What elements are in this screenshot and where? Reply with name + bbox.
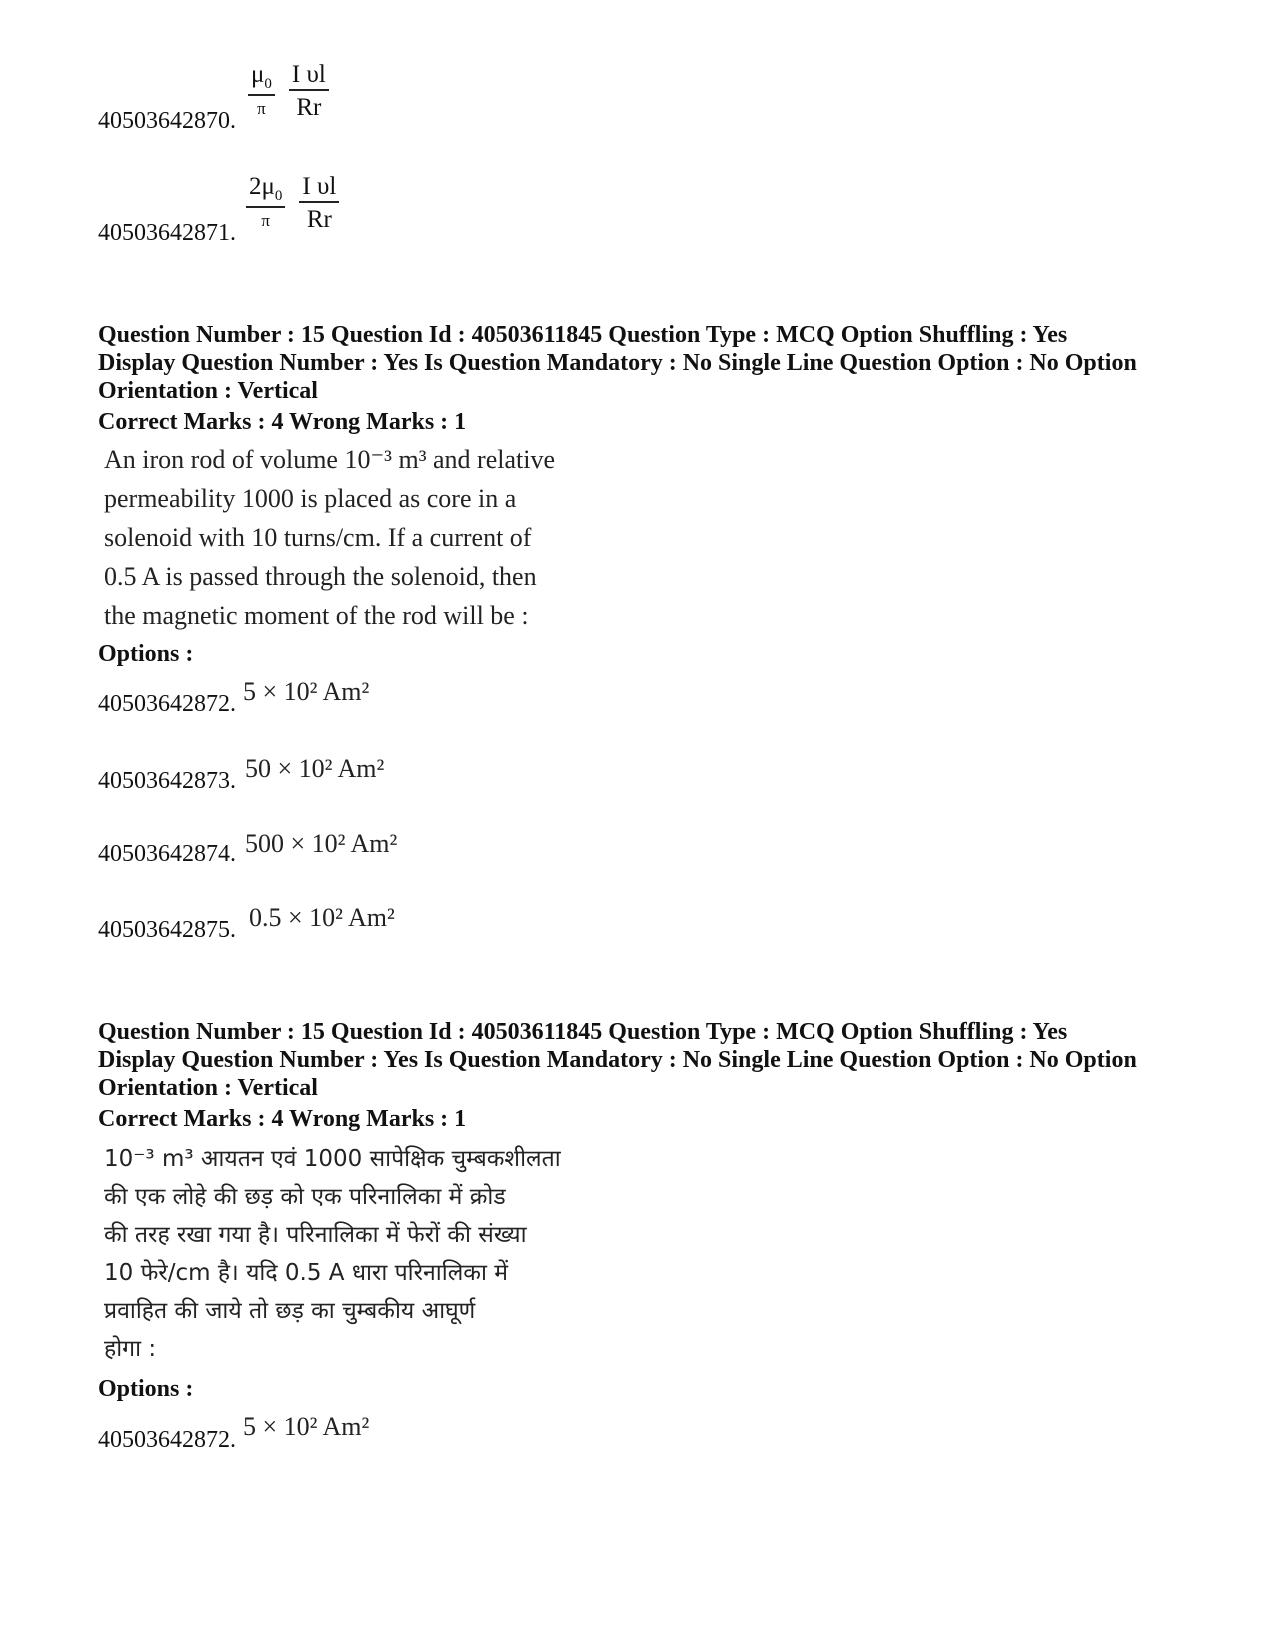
option-value: 50 × 10² Am²	[245, 754, 385, 783]
question-text-hindi: 10⁻³ m³ आयतन एवं 1000 सापेक्षिक चुम्बकशीलता की एक लोहे की छड़ को एक परिनालिका में क्रोड की तरह रखा गया है। परिनालिका में फेरों की संख्या 10 फेरे/cm है। यदि 0.5 A धारा परिनालिका में प्रवाहित की जाये तो छड़ का चुम्बकीय आघूर्ण होगा :	[104, 1146, 561, 1362]
option-value: 0.5 × 10² Am²	[249, 903, 395, 932]
option-value: 5 × 10² Am²	[243, 1412, 370, 1441]
option-id: 40503642872.	[98, 691, 236, 717]
formula-option-2	[246, 174, 339, 232]
marks-line: Correct Marks : 4 Wrong Marks : 1	[98, 409, 467, 435]
fraction-ivl-over-rr: $\frac{\text{I υl}}{Rr}$	[299, 174, 339, 232]
options-label: Options :	[98, 641, 194, 667]
option-id: 40503642874.	[98, 841, 236, 867]
marks-line: Correct Marks : 4 Wrong Marks : 1	[98, 1106, 467, 1132]
fraction-mu-over-pi: $\frac{\mu_0}{\pi}$	[248, 62, 275, 117]
fraction-2mu-over-pi: $\frac{2\mu_0}{\pi}$	[246, 174, 285, 229]
option-id: 40503642873.	[98, 768, 236, 794]
options-label: Options :	[98, 1376, 194, 1402]
option-value: 500 × 10² Am²	[245, 829, 398, 858]
question-text: An iron rod of volume 10⁻³ m³ and relative permeability 1000 is placed as core in a solenoid with 10 turns/cm. If a current of 0.5 A is passed through the solenoid, then the magnetic moment of the rod will be :	[104, 445, 555, 630]
fraction-ivl-over-rr: $\frac{\text{I υl}}{Rr}$	[289, 62, 329, 120]
option-id: 40503642870.	[98, 108, 236, 134]
option-value: 5 × 10² Am²	[243, 677, 370, 706]
option-id: 40503642872.	[98, 1427, 236, 1453]
question-meta: Question Number : 15 Question Id : 40503611845 Question Type : MCQ Option Shuffling : Yes Display Question Number : Yes Is Question Mandatory : No Single Line Question Option : No Option Orientation : Vertical	[98, 322, 1137, 404]
option-id: 40503642871.	[98, 220, 236, 246]
option-id: 40503642875.	[98, 917, 236, 943]
formula-option-1	[248, 62, 329, 120]
question-meta: Question Number : 15 Question Id : 40503611845 Question Type : MCQ Option Shuffling : Yes Display Question Number : Yes Is Question Mandatory : No Single Line Question Option : No Option Orientation : Vertical	[98, 1019, 1137, 1101]
